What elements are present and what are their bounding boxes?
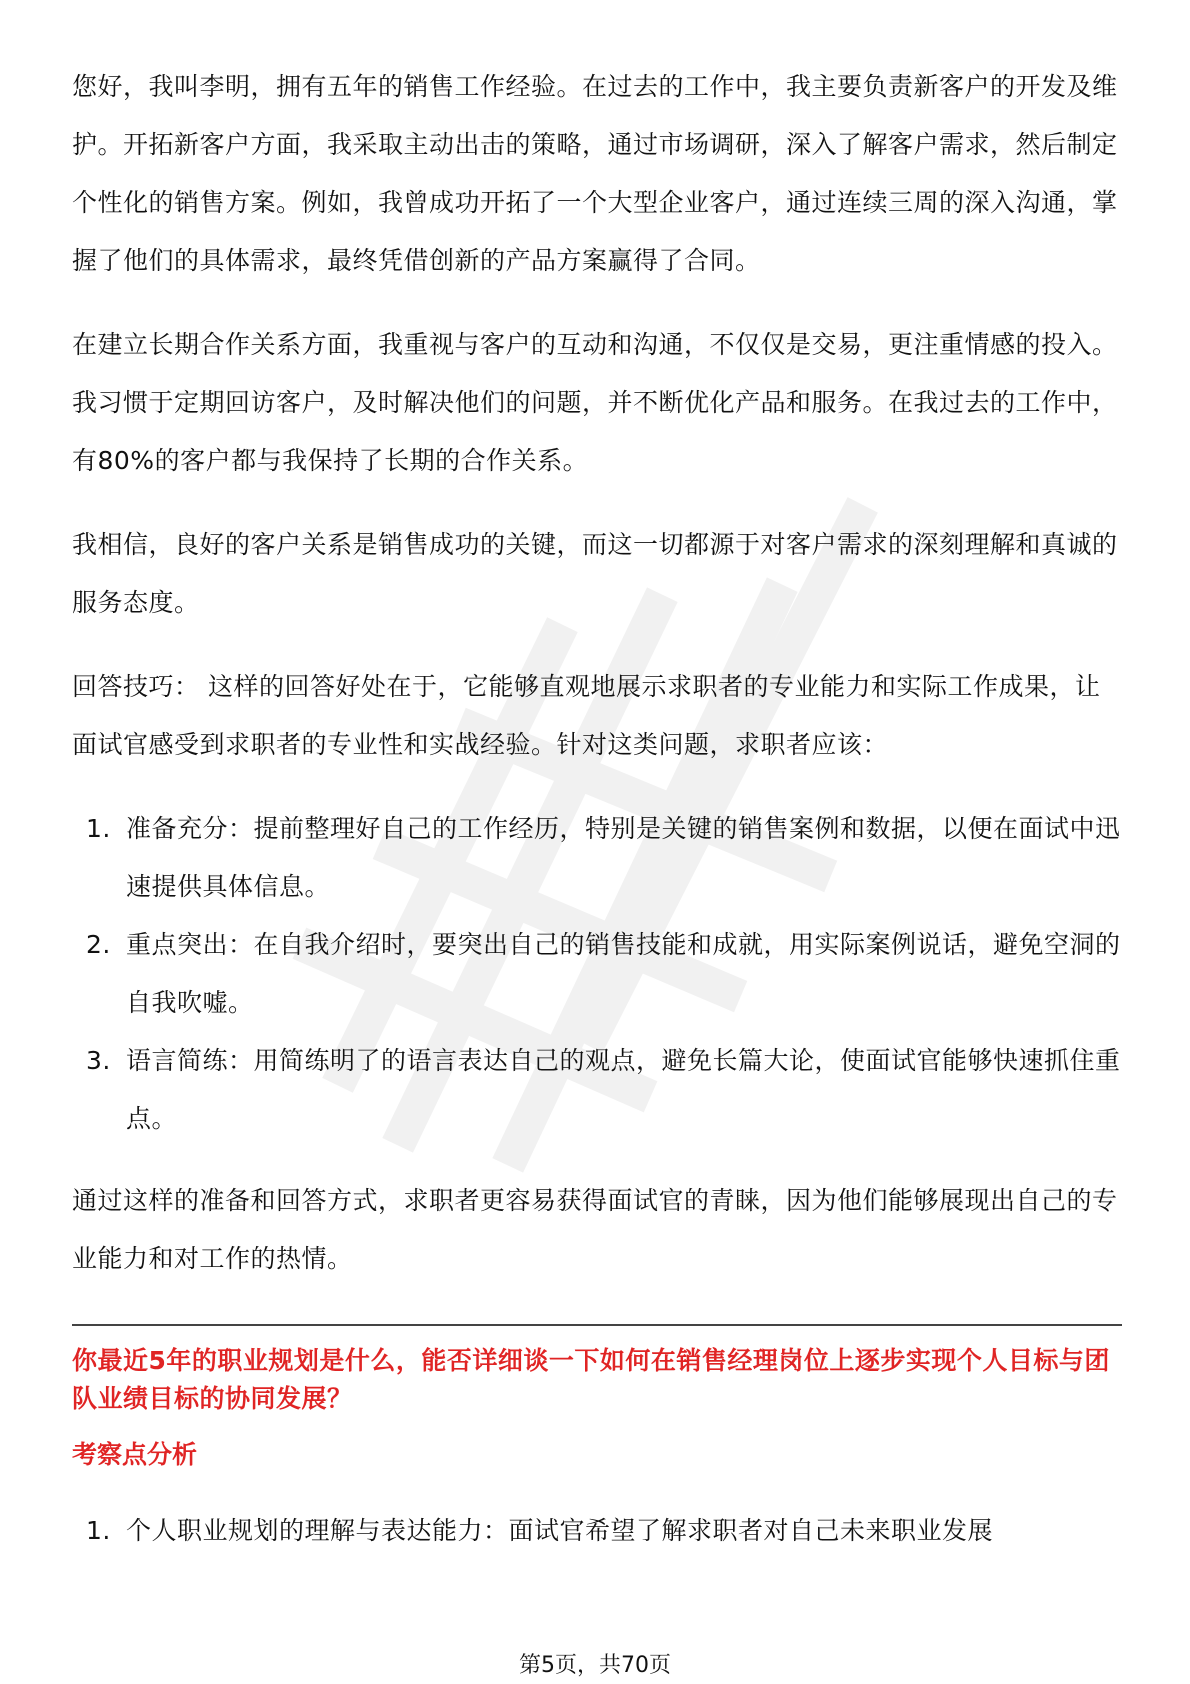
list-number: 3.	[86, 1046, 111, 1075]
paragraph-closing: 通过这样的准备和回答方式，求职者更容易获得面试官的青睐，因为他们能够展现出自己的专业能力和对工作的热情。	[72, 1186, 1118, 1273]
paragraph-relationships: 在建立长期合作关系方面，我重视与客户的互动和沟通，不仅仅是交易，更注重情感的投入。我习惯于定期回访客户，及时解决他们的问题，并不断优化产品和服务。在我过去的工作中，有80%的客户都与我保持了长期的合作关系。	[72, 330, 1118, 475]
list-item	[72, 916, 1122, 1032]
tips-list	[72, 800, 1122, 1148]
list-number: 1.	[86, 1516, 111, 1545]
list-number: 2.	[86, 930, 111, 959]
paragraph-intro: 您好，我叫李明，拥有五年的销售工作经验。在过去的工作中，我主要负责新客户的开发及维护。开拓新客户方面，我采取主动出击的策略，通过市场调研，深入了解客户需求，然后制定个性化的销售方案。例如，我曾成功开拓了一个大型企业客户，通过连续三周的深入沟通，掌握了他们的具体需求，最终凭借创新的产品方案赢得了合同。	[72, 72, 1118, 275]
page-footer: 第5页，共70页	[519, 1653, 671, 1678]
list-item-text: 重点突出：在自我介绍时，要突出自己的销售技能和成就，用实际案例说话，避免空洞的自我吹嘘。	[126, 930, 1121, 1017]
list-item-text: 准备充分：提前整理好自己的工作经历，特别是关键的销售案例和数据，以便在面试中迅速提供具体信息。	[126, 814, 1121, 901]
list-number: 1.	[86, 814, 111, 843]
analysis-heading: 考察点分析	[72, 1440, 198, 1469]
list-item	[72, 1502, 1122, 1560]
interview-question: 你最近5年的职业规划是什么，能否详细谈一下如何在销售经理岗位上逐步实现个人目标与团队业绩目标的协同发展？	[72, 1346, 1110, 1413]
section-divider	[72, 1324, 1122, 1326]
analysis-list	[72, 1502, 1122, 1560]
list-item-text: 个人职业规划的理解与表达能力：面试官希望了解求职者对自己未来职业发展	[126, 1516, 994, 1545]
paragraph-belief: 我相信，良好的客户关系是销售成功的关键，而这一切都源于对客户需求的深刻理解和真诚的服务态度。	[72, 530, 1118, 617]
paragraph-answer-tips: 回答技巧： 这样的回答好处在于，它能够直观地展示求职者的专业能力和实际工作成果，让面试官感受到求职者的专业性和实战经验。针对这类问题，求职者应该：	[72, 672, 1101, 759]
main-content	[72, 58, 1122, 1584]
list-item-text: 语言简练：用简练明了的语言表达自己的观点，避免长篇大论，使面试官能够快速抓住重点。	[126, 1046, 1121, 1133]
list-item	[72, 1032, 1122, 1148]
list-item	[72, 800, 1122, 916]
